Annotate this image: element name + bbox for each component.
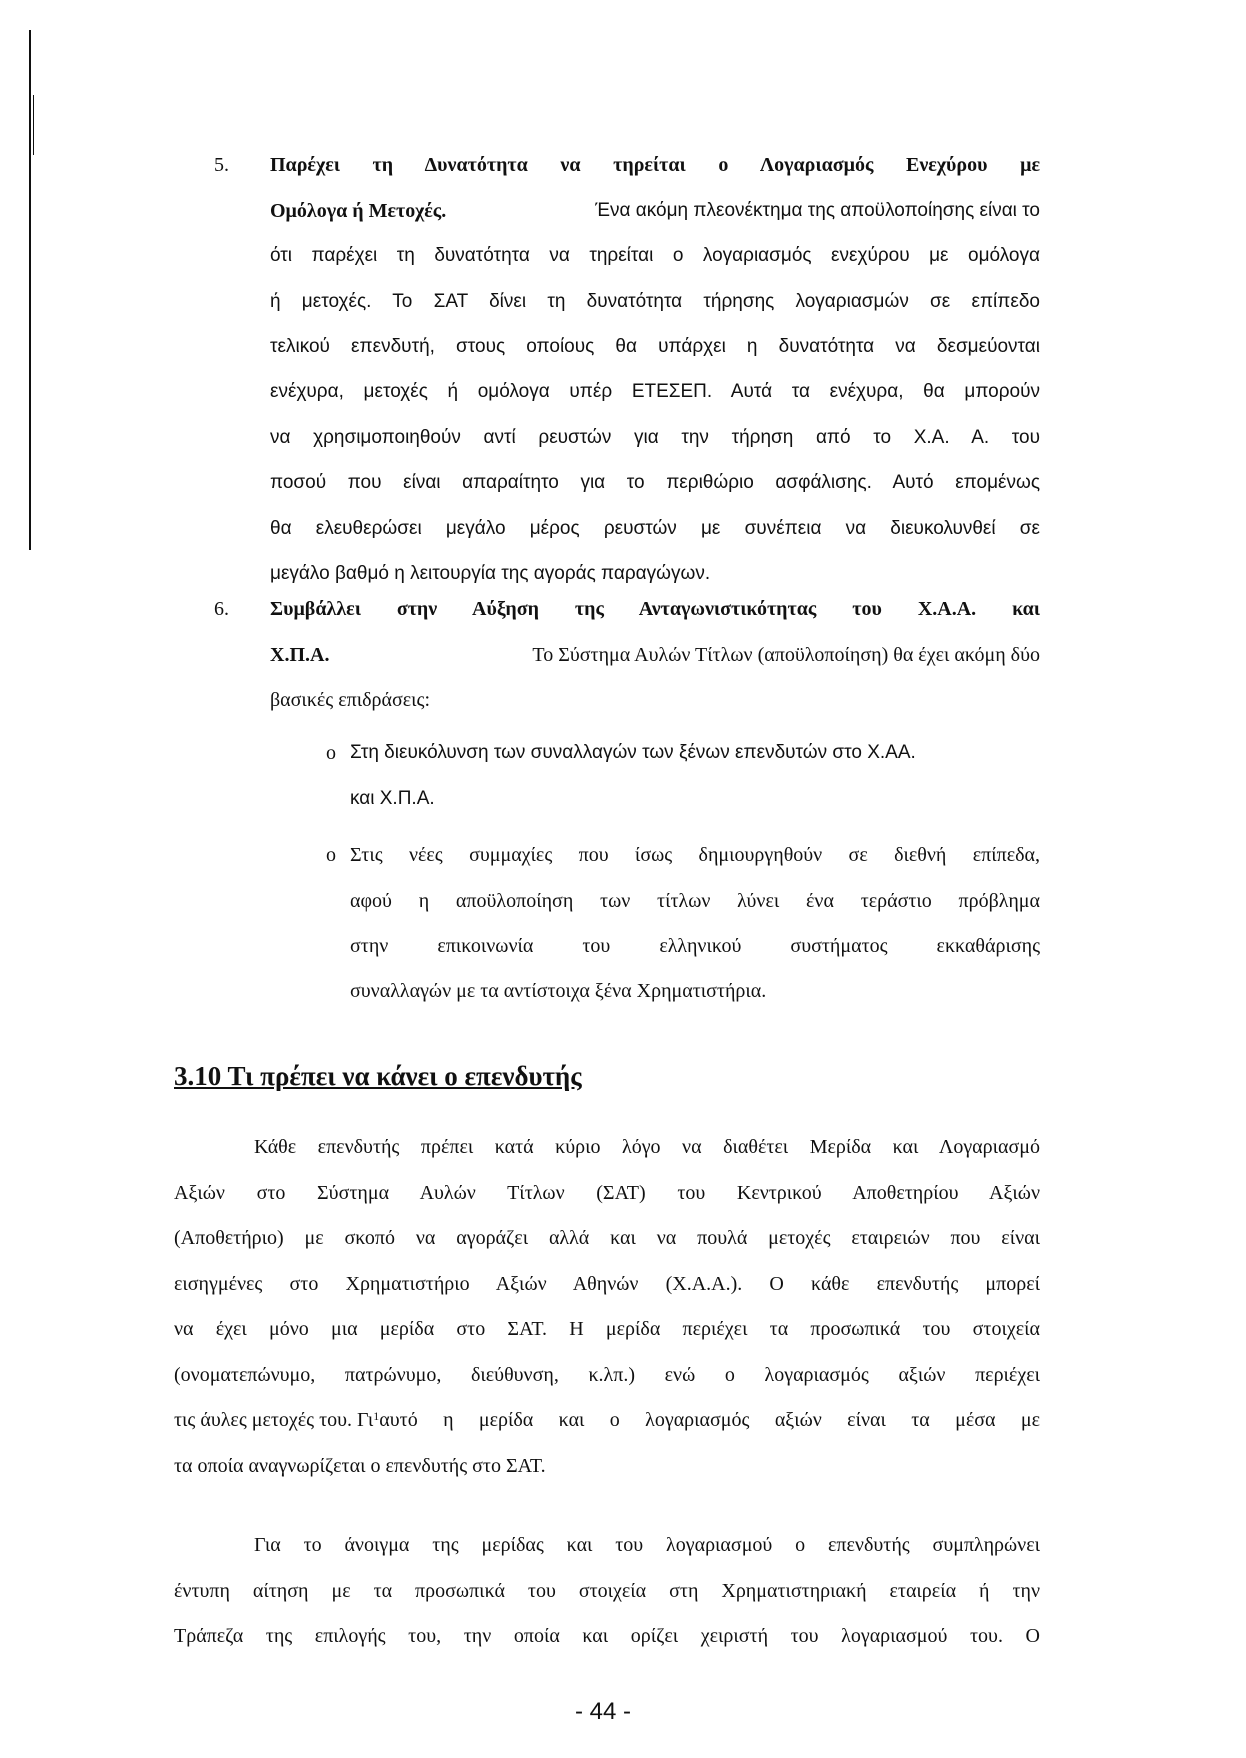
item-5-text-line2: ότι παρέχει τη δυνατότητα να τηρείται ο λογαριασμός ενεχύρου με ομόλογα: [270, 245, 1040, 266]
item-5-text-line4: τελικού επενδυτή, στους οποίους θα υπάρχει η δυνατότητα να δεσμεύονται: [270, 336, 1040, 357]
section-heading: 3.10 Τι πρέπει να κάνει ο επενδυτής: [174, 1061, 582, 1091]
item-5-title-line1: Παρέχει τη Δυνατότητα να τηρείται ο Λογαριασμός Ενεχύρου με: [270, 154, 1040, 176]
bullet-2-line4: συναλλαγών με τα αντίστοιχα ξένα Χρηματιστήρια.: [350, 980, 767, 1002]
para1-line7: [174, 1407, 1040, 1433]
item-5-line2: [270, 198, 1040, 224]
bullet-2-line1: Στις νέες συμμαχίες που ίσως δημιουργηθούν σε διεθνή επίπεδα,: [350, 844, 1040, 866]
bullet-marker-2: o: [326, 844, 336, 866]
para1-line1: Κάθε επενδυτής πρέπει κατά κύριο λόγο να διαθέτει Μερίδα και Λογαριασμό: [254, 1136, 1040, 1158]
para1-line5: να έχει μόνο μια μερίδα στο ΣΑΤ. Η μερίδα περιέχει τα προσωπικά του στοιχεία: [174, 1318, 1040, 1340]
para1-line7-end: αυτό η μερίδα και ο λογαριασμός αξιών είναι τα μέσα με: [379, 1409, 1040, 1431]
bullet-1-line1: Στη διευκόλυνση των συναλλαγών των ξένων επενδυτών στο Χ.ΑΑ.: [350, 742, 916, 763]
para2-line2: έντυπη αίτηση με τα προσωπικά του στοιχεία στη Χρηματιστηριακή εταιρεία ή την: [174, 1580, 1040, 1602]
item-5-text-line9: μεγάλο βαθμό η λειτουργία της αγοράς παραγώγων.: [270, 563, 711, 584]
item-6-title-part2: Χ.Π.Α.: [270, 644, 330, 666]
item-5-text-line5: ενέχυρα, μετοχές ή ομόλογα υπέρ ΕΤΕΣΕΠ. Αυτά τα ενέχυρα, θα μπορούν: [270, 381, 1040, 402]
item-5-text-line3: ή μετοχές. Το ΣΑΤ δίνει τη δυνατότητα τήρησης λογαριασμών σε επίπεδο: [270, 291, 1040, 312]
bullet-marker-1: o: [326, 742, 336, 764]
scan-edge-line: [29, 30, 31, 550]
para1-line2: Αξιών στο Σύστημα Αυλών Τίτλων (ΣΑΤ) του Κεντρικού Αποθετηρίου Αξιών: [174, 1182, 1040, 1204]
item-5-text-line8: θα ελευθερώσει μεγάλο μέρος ρευστών με συνέπεια να διευκολυνθεί σε: [270, 518, 1040, 539]
item-6-title-line1: Συμβάλλει στην Αύξηση της Ανταγωνιστικότητας του Χ.Α.Α. και: [270, 598, 1040, 620]
para1-line6: (ονοματεπώνυμο, πατρώνυμο, διεύθυνση, κ.λπ.) ενώ ο λογαριασμός αξιών περιέχει: [174, 1364, 1040, 1386]
item-5-number: 5.: [214, 154, 229, 176]
para1-line7-start: τις άυλες μετοχές του. Γι: [174, 1409, 374, 1431]
para1-line3: (Αποθετήριο) με σκοπό να αγοράζει αλλά και να πουλά μετοχές εταιρειών που είναι: [174, 1227, 1040, 1249]
para2-line1: Για το άνοιγμα της μερίδας και του λογαριασμού ο επενδυτής συμπληρώνει: [254, 1534, 1040, 1556]
item-6-line2: [270, 642, 1040, 668]
bullet-1-line2: και Χ.Π.Α.: [350, 788, 435, 809]
item-6-text-line2: βασικές επιδράσεις:: [270, 689, 431, 711]
para1-line8: τα οποία αναγνωρίζεται ο επενδυτής στο ΣΑΤ.: [174, 1455, 546, 1477]
item-5-text-line7: ποσού που είναι απαραίτητο για το περιθώριο ασφάλισης. Αυτό επομένως: [270, 472, 1040, 493]
item-6-text-line1: Το Σύστημα Αυλών Τίτλων (αποϋλοποίηση) θα έχει ακόμη δύο: [532, 644, 1040, 666]
bullet-2-line2: αφού η αποϋλοποίηση των τίτλων λύνει ένα τεράστιο πρόβλημα: [350, 890, 1040, 912]
item-5-text-line1: Ένα ακόμη πλεονέκτημα της αποϋλοποίησης είναι το: [595, 200, 1040, 221]
scan-edge-line-secondary: [33, 95, 34, 155]
item-6-number: 6.: [214, 598, 229, 620]
item-5-text-line6: να χρησιμοποιηθούν αντί ρευστών για την τήρηση από το Χ.Α. Α. του: [270, 427, 1040, 448]
bullet-2-line3: στην επικοινωνία του ελληνικού συστήματος εκκαθάρισης: [350, 935, 1040, 957]
para2-line3: Τράπεζα της επιλογής του, την οποία και ορίζει χειριστή του λογαριασμού του. Ο: [174, 1625, 1040, 1647]
footnote-marker[interactable]: 1: [373, 1409, 380, 1423]
para1-line4: εισηγμένες στο Χρηματιστήριο Αξιών Αθηνών (Χ.Α.Α.). Ο κάθε επενδυτής μπορεί: [174, 1273, 1040, 1295]
item-5-title-part2: Ομόλογα ή Μετοχές.: [270, 200, 447, 222]
page-number: - 44 -: [575, 1698, 632, 1725]
